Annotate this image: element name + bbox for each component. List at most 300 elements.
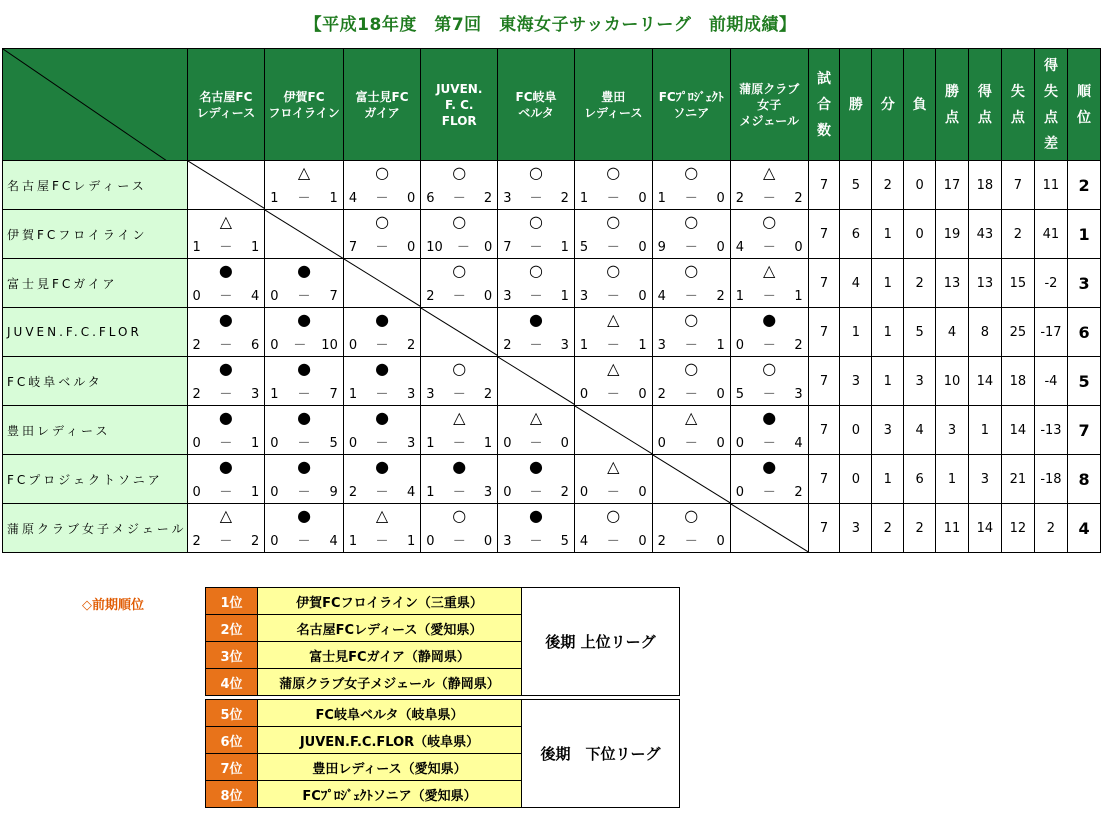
score-separator: － bbox=[219, 338, 233, 353]
match-result-cell bbox=[730, 308, 808, 357]
row-stat: 2 bbox=[904, 259, 936, 308]
score-separator: － bbox=[684, 289, 698, 304]
match-result-cell bbox=[574, 259, 652, 308]
column-header-stat bbox=[968, 49, 1001, 161]
score-separator: － bbox=[762, 436, 776, 451]
column-header-stat bbox=[904, 49, 936, 161]
score-for: 3 bbox=[503, 289, 512, 304]
result-mark: ● bbox=[297, 457, 312, 476]
match-score bbox=[498, 436, 574, 452]
score-for: 0 bbox=[270, 436, 279, 451]
result-mark: ○ bbox=[452, 212, 467, 231]
score-against: 2 bbox=[794, 485, 803, 500]
result-mark: ○ bbox=[452, 359, 467, 378]
match-score bbox=[188, 436, 265, 452]
score-separator: － bbox=[375, 534, 389, 549]
row-stat: 6 bbox=[904, 455, 936, 504]
score-for: 0 bbox=[192, 289, 201, 304]
score-against: 2 bbox=[794, 338, 803, 353]
match-score bbox=[344, 387, 420, 403]
score-against: 0 bbox=[794, 240, 803, 255]
match-score bbox=[421, 191, 497, 207]
column-header-line: 豊田 bbox=[601, 89, 626, 104]
row-stat: 7 bbox=[808, 504, 840, 553]
column-header-line: レディース bbox=[584, 105, 643, 120]
score-separator: － bbox=[684, 240, 698, 255]
score-against: 4 bbox=[406, 485, 416, 500]
score-for: 3 bbox=[579, 289, 589, 304]
score-for: 0 bbox=[270, 534, 279, 549]
score-separator: － bbox=[529, 191, 543, 206]
result-mark: ● bbox=[375, 408, 390, 427]
score-for: 3 bbox=[426, 387, 435, 402]
ranking-team: 伊賀FCフロイライン（三重県） bbox=[258, 588, 522, 615]
row-stat: 1 bbox=[872, 455, 904, 504]
score-against: 7 bbox=[329, 387, 338, 402]
score-for: 3 bbox=[503, 191, 512, 206]
score-against: 10 bbox=[321, 338, 338, 353]
score-for: 0 bbox=[503, 436, 512, 451]
column-header-team bbox=[498, 49, 575, 161]
column-header-line: ガイア bbox=[364, 105, 400, 120]
score-against: 0 bbox=[638, 240, 647, 255]
result-mark: ● bbox=[529, 457, 544, 476]
score-separator: － bbox=[606, 387, 620, 402]
stat-header-char: 差 bbox=[1043, 135, 1058, 152]
match-result-cell bbox=[187, 259, 265, 308]
result-mark: ● bbox=[297, 261, 312, 280]
match-score bbox=[265, 191, 343, 207]
row-stat: 8 bbox=[968, 308, 1001, 357]
ranking-row bbox=[206, 700, 680, 727]
score-against: 2 bbox=[560, 191, 569, 206]
score-for: 9 bbox=[657, 240, 666, 255]
result-mark: ○ bbox=[529, 163, 544, 182]
team-row bbox=[3, 357, 1101, 406]
diagonal-line bbox=[498, 357, 574, 406]
result-mark: ○ bbox=[684, 359, 699, 378]
row-stat: 3 bbox=[840, 357, 872, 406]
stat-header-char: 順 bbox=[1077, 83, 1092, 100]
row-team-name: FC岐阜ベルタ bbox=[3, 357, 188, 406]
team-row bbox=[3, 308, 1101, 357]
score-separator: － bbox=[375, 338, 389, 353]
score-for: 3 bbox=[503, 534, 512, 549]
score-separator: － bbox=[297, 191, 311, 206]
score-for: 2 bbox=[192, 534, 201, 549]
ranking-table bbox=[205, 587, 680, 808]
ranking-position: 4位 bbox=[206, 669, 258, 696]
row-stat: 14 bbox=[968, 504, 1001, 553]
row-stat: 7 bbox=[808, 161, 840, 210]
match-result-cell bbox=[421, 504, 498, 553]
score-separator: － bbox=[762, 191, 776, 206]
diagonal-line bbox=[653, 455, 731, 504]
result-mark: △ bbox=[607, 359, 620, 378]
score-against: 1 bbox=[250, 436, 260, 451]
score-separator: － bbox=[684, 387, 698, 402]
row-stat: 3 bbox=[936, 406, 969, 455]
match-result-cell bbox=[187, 455, 265, 504]
team-row bbox=[3, 504, 1101, 553]
score-for: 1 bbox=[192, 240, 201, 255]
result-mark: ● bbox=[762, 310, 777, 329]
row-rank: 4 bbox=[1068, 504, 1101, 553]
team-row bbox=[3, 259, 1101, 308]
match-result-cell bbox=[421, 161, 498, 210]
match-result-cell bbox=[265, 406, 344, 455]
score-for: 0 bbox=[270, 338, 279, 353]
self-match-cell bbox=[265, 210, 344, 259]
score-separator: － bbox=[297, 436, 311, 451]
column-header-line: FLOR bbox=[441, 113, 477, 128]
match-score bbox=[575, 289, 652, 305]
score-separator: － bbox=[456, 240, 470, 255]
match-score bbox=[344, 338, 420, 354]
row-stat: 21 bbox=[1001, 455, 1034, 504]
score-against: 2 bbox=[250, 534, 260, 549]
score-against: 7 bbox=[329, 289, 338, 304]
row-stat: 14 bbox=[968, 357, 1001, 406]
score-separator: － bbox=[452, 485, 466, 500]
score-separator: － bbox=[452, 289, 466, 304]
row-stat: 0 bbox=[840, 455, 872, 504]
ranking-position: 3位 bbox=[206, 642, 258, 669]
match-result-cell bbox=[421, 259, 498, 308]
score-against: 0 bbox=[716, 436, 725, 451]
row-stat: 3 bbox=[840, 504, 872, 553]
column-header-team bbox=[652, 49, 730, 161]
score-separator: － bbox=[529, 485, 543, 500]
score-against: 5 bbox=[560, 534, 569, 549]
match-score bbox=[731, 436, 808, 452]
row-stat: 5 bbox=[904, 308, 936, 357]
column-header-line: フロイライン bbox=[268, 105, 340, 120]
match-result-cell bbox=[652, 357, 730, 406]
result-mark: ○ bbox=[529, 212, 544, 231]
score-separator: － bbox=[762, 240, 776, 255]
score-against: 0 bbox=[716, 534, 725, 549]
match-score bbox=[731, 289, 808, 305]
score-against: 0 bbox=[716, 240, 725, 255]
score-for: 2 bbox=[735, 191, 745, 206]
result-mark: ● bbox=[297, 359, 312, 378]
stat-header-char: 点 bbox=[1043, 109, 1058, 126]
ranking-position: 1位 bbox=[206, 588, 258, 615]
score-against: 1 bbox=[560, 289, 569, 304]
column-header-stat bbox=[936, 49, 969, 161]
match-result-cell bbox=[498, 210, 575, 259]
match-result-cell bbox=[265, 357, 344, 406]
match-result-cell bbox=[730, 406, 808, 455]
match-score bbox=[575, 338, 652, 354]
match-score bbox=[575, 191, 652, 207]
self-match-cell bbox=[421, 308, 498, 357]
match-result-cell bbox=[265, 259, 344, 308]
score-separator: － bbox=[762, 289, 776, 304]
result-mark: ● bbox=[762, 408, 777, 427]
match-score bbox=[265, 289, 343, 305]
score-separator: － bbox=[297, 485, 311, 500]
match-score bbox=[653, 240, 730, 256]
score-separator: － bbox=[297, 289, 311, 304]
score-against: 1 bbox=[638, 338, 647, 353]
result-mark: ● bbox=[218, 457, 233, 476]
match-score bbox=[653, 191, 730, 207]
result-mark: ● bbox=[529, 506, 544, 525]
score-separator: － bbox=[219, 240, 233, 255]
column-header-team bbox=[574, 49, 652, 161]
result-mark: △ bbox=[763, 261, 776, 280]
match-result-cell bbox=[187, 406, 265, 455]
score-separator: － bbox=[606, 191, 620, 206]
score-for: 0 bbox=[348, 338, 358, 353]
score-for: 1 bbox=[426, 485, 435, 500]
result-mark: ● bbox=[375, 359, 390, 378]
score-against: 0 bbox=[638, 387, 647, 402]
page-title: 【平成18年度 第7回 東海女子サッカーリーグ 前期成績】 bbox=[304, 15, 797, 35]
match-result-cell bbox=[730, 161, 808, 210]
ranking-team: 蒲原クラブ女子メジェール（静岡県） bbox=[258, 669, 522, 696]
match-result-cell bbox=[730, 357, 808, 406]
score-against: 2 bbox=[406, 338, 416, 353]
match-result-cell bbox=[730, 210, 808, 259]
match-score bbox=[498, 338, 574, 354]
result-mark: ● bbox=[297, 310, 312, 329]
score-separator: － bbox=[219, 534, 233, 549]
match-score bbox=[498, 289, 574, 305]
result-mark: △ bbox=[607, 457, 620, 476]
column-header-stat bbox=[872, 49, 904, 161]
row-stat: 3 bbox=[968, 455, 1001, 504]
ranking-team: 豊田レディース（愛知県） bbox=[258, 754, 522, 781]
match-result-cell bbox=[498, 161, 575, 210]
score-against: 1 bbox=[406, 534, 416, 549]
row-team-name: 伊賀FCフロイライン bbox=[3, 210, 188, 259]
result-mark: ● bbox=[762, 457, 777, 476]
match-result-cell bbox=[574, 455, 652, 504]
result-mark: ○ bbox=[529, 261, 544, 280]
diagonal-line bbox=[344, 259, 421, 308]
match-score bbox=[575, 534, 652, 550]
row-stat: 19 bbox=[936, 210, 969, 259]
score-separator: － bbox=[452, 436, 466, 451]
match-result-cell bbox=[574, 210, 652, 259]
column-header-line: 蒲原クラブ bbox=[739, 81, 800, 96]
diagonal-line bbox=[188, 161, 265, 210]
column-header-stat bbox=[1001, 49, 1034, 161]
match-result-cell bbox=[574, 357, 652, 406]
score-separator: － bbox=[529, 338, 543, 353]
row-team-name: 豊田レディース bbox=[3, 406, 188, 455]
result-mark: ○ bbox=[375, 163, 390, 182]
stat-header-char: 位 bbox=[1077, 109, 1092, 126]
result-mark: ● bbox=[297, 506, 312, 525]
result-mark: ○ bbox=[606, 212, 621, 231]
column-header-line: F. C. bbox=[444, 97, 474, 112]
score-separator: － bbox=[606, 534, 620, 549]
score-against: 2 bbox=[716, 289, 725, 304]
match-result-cell bbox=[343, 455, 420, 504]
row-team-name: JUVEN.F.C.FLOR bbox=[3, 308, 188, 357]
row-team-name: 蒲原クラブ女子メジェール bbox=[3, 504, 188, 553]
header-row bbox=[3, 49, 1101, 161]
score-for: 0 bbox=[735, 338, 745, 353]
column-header-stat bbox=[840, 49, 872, 161]
stat-header-char: 試 bbox=[817, 70, 832, 87]
score-for: 0 bbox=[270, 485, 279, 500]
match-result-cell bbox=[652, 504, 730, 553]
match-result-cell bbox=[343, 357, 420, 406]
result-mark: ○ bbox=[684, 310, 699, 329]
match-result-cell bbox=[652, 259, 730, 308]
row-stat: 5 bbox=[840, 161, 872, 210]
match-result-cell bbox=[421, 406, 498, 455]
match-score bbox=[344, 485, 420, 501]
match-result-cell bbox=[652, 210, 730, 259]
column-header-line: ベルタ bbox=[518, 105, 554, 120]
row-stat: -13 bbox=[1034, 406, 1067, 455]
column-header-team bbox=[343, 49, 420, 161]
match-result-cell bbox=[343, 504, 420, 553]
team-row bbox=[3, 455, 1101, 504]
score-against: 4 bbox=[250, 289, 260, 304]
score-for: 3 bbox=[657, 338, 666, 353]
ranking-position: 2位 bbox=[206, 615, 258, 642]
match-score bbox=[265, 387, 343, 403]
score-against: 0 bbox=[483, 534, 493, 549]
ranking-team: JUVEN.F.C.FLOR（岐阜県） bbox=[258, 727, 522, 754]
stat-header-char: 勝 bbox=[944, 83, 959, 100]
score-against: 2 bbox=[483, 191, 493, 206]
match-score bbox=[188, 485, 265, 501]
stat-header-char: 合 bbox=[817, 96, 832, 113]
score-separator: － bbox=[375, 436, 389, 451]
row-stat: 2 bbox=[1001, 210, 1034, 259]
match-score bbox=[498, 240, 574, 256]
match-result-cell bbox=[498, 406, 575, 455]
row-stat: 7 bbox=[808, 259, 840, 308]
corner-diagonal bbox=[3, 49, 167, 161]
match-score bbox=[188, 338, 265, 354]
team-row bbox=[3, 161, 1101, 210]
stat-header-char: 分 bbox=[880, 96, 895, 113]
upper-league-label: 後期 上位リーグ bbox=[522, 588, 680, 696]
score-for: 1 bbox=[348, 387, 358, 402]
diagonal-line bbox=[575, 406, 652, 455]
score-separator: － bbox=[606, 338, 620, 353]
match-score bbox=[344, 534, 420, 550]
match-result-cell bbox=[187, 504, 265, 553]
score-separator: － bbox=[293, 338, 307, 353]
match-score bbox=[265, 534, 343, 550]
score-for: 0 bbox=[735, 485, 745, 500]
row-stat: 12 bbox=[1001, 504, 1034, 553]
match-result-cell bbox=[421, 455, 498, 504]
score-for: 7 bbox=[503, 240, 512, 255]
score-for: 0 bbox=[426, 534, 435, 549]
row-stat: -17 bbox=[1034, 308, 1067, 357]
result-mark: ● bbox=[218, 310, 233, 329]
team-row bbox=[3, 406, 1101, 455]
score-for: 2 bbox=[348, 485, 358, 500]
score-against: 0 bbox=[483, 289, 493, 304]
stat-header-char: 失 bbox=[1010, 83, 1025, 100]
result-mark: △ bbox=[685, 408, 698, 427]
score-separator: － bbox=[529, 240, 543, 255]
result-mark: ○ bbox=[606, 261, 621, 280]
row-stat: 2 bbox=[1034, 504, 1067, 553]
score-for: 0 bbox=[735, 436, 745, 451]
score-for: 5 bbox=[579, 240, 589, 255]
score-against: 1 bbox=[716, 338, 725, 353]
result-mark: ○ bbox=[452, 261, 467, 280]
corner-cell bbox=[3, 49, 188, 161]
result-mark: ● bbox=[218, 359, 233, 378]
score-against: 3 bbox=[483, 485, 493, 500]
score-separator: － bbox=[297, 387, 311, 402]
match-result-cell bbox=[343, 210, 420, 259]
column-header-line: JUVEN. bbox=[436, 81, 483, 96]
score-for: 0 bbox=[192, 485, 201, 500]
score-for: 1 bbox=[657, 191, 666, 206]
result-mark: ○ bbox=[606, 163, 621, 182]
score-separator: － bbox=[684, 534, 698, 549]
match-score bbox=[498, 534, 574, 550]
score-for: 0 bbox=[657, 436, 666, 451]
diagonal-line bbox=[421, 308, 497, 357]
match-score bbox=[421, 534, 497, 550]
row-stat: 10 bbox=[936, 357, 969, 406]
score-separator: － bbox=[452, 534, 466, 549]
row-rank: 2 bbox=[1068, 161, 1101, 210]
match-result-cell bbox=[652, 308, 730, 357]
row-stat: 1 bbox=[872, 259, 904, 308]
row-stat: 1 bbox=[872, 210, 904, 259]
match-result-cell bbox=[652, 161, 730, 210]
row-team-name: 富士見FCガイア bbox=[3, 259, 188, 308]
row-stat: 6 bbox=[840, 210, 872, 259]
match-result-cell bbox=[265, 161, 344, 210]
column-header-line: FCﾌﾟﾛｼﾞｪｸﾄ bbox=[658, 89, 724, 104]
score-separator: － bbox=[375, 191, 389, 206]
stat-header-char: 得 bbox=[1043, 57, 1058, 74]
match-score bbox=[653, 387, 730, 403]
score-for: 1 bbox=[579, 191, 589, 206]
score-for: 0 bbox=[503, 485, 512, 500]
score-against: 0 bbox=[638, 191, 647, 206]
score-separator: － bbox=[762, 338, 776, 353]
score-separator: － bbox=[219, 289, 233, 304]
row-stat: 7 bbox=[808, 308, 840, 357]
match-result-cell bbox=[343, 161, 420, 210]
match-score bbox=[653, 534, 730, 550]
score-against: 1 bbox=[560, 240, 569, 255]
score-separator: － bbox=[219, 387, 233, 402]
row-stat: 3 bbox=[904, 357, 936, 406]
match-score bbox=[265, 436, 343, 452]
stat-header-char: 点 bbox=[1010, 109, 1025, 126]
score-separator: － bbox=[375, 485, 389, 500]
match-score bbox=[188, 240, 265, 256]
row-stat: 18 bbox=[1001, 357, 1034, 406]
ranking-heading: ◇前期順位 bbox=[82, 598, 144, 613]
score-separator: － bbox=[762, 387, 776, 402]
row-stat: 14 bbox=[1001, 406, 1034, 455]
score-separator: － bbox=[529, 289, 543, 304]
score-for: 10 bbox=[426, 240, 443, 255]
match-result-cell bbox=[652, 406, 730, 455]
